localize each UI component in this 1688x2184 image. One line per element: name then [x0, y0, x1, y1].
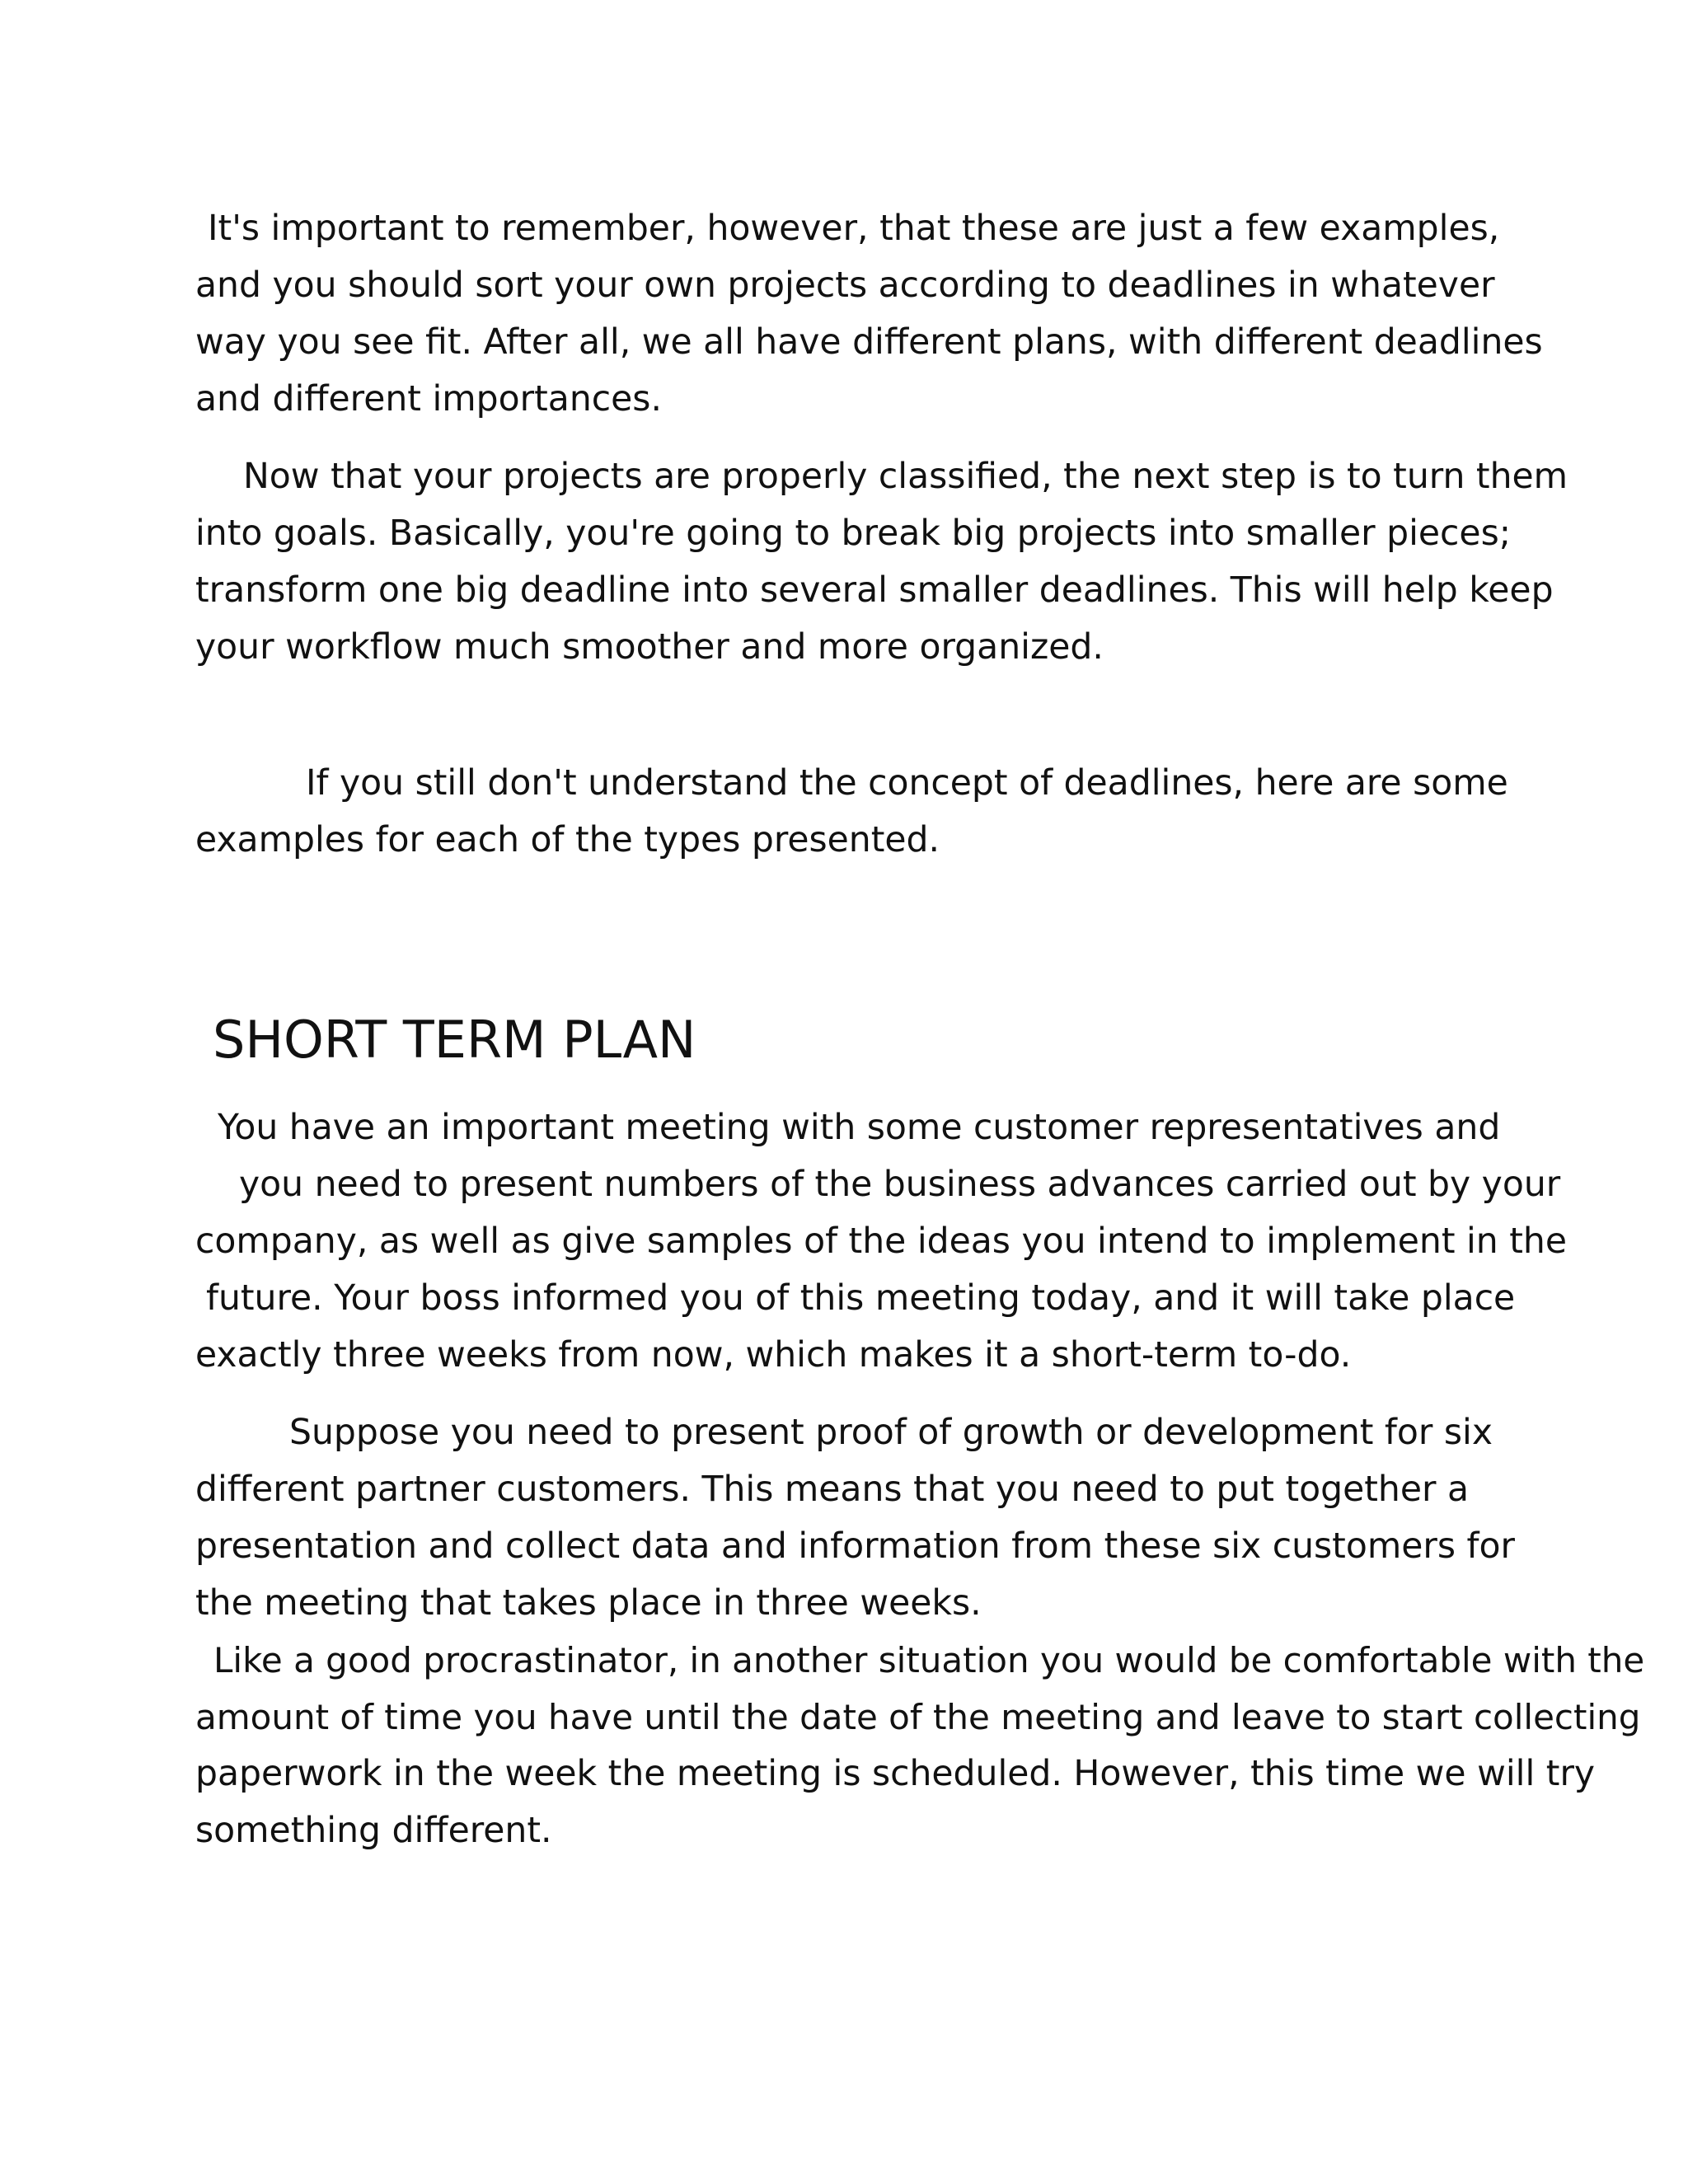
- text-line: something different.: [195, 1811, 552, 1851]
- section-heading: SHORT TERM PLAN: [213, 1010, 696, 1070]
- text-line: It's important to remember, however, that these are just a few examples,: [208, 209, 1500, 249]
- text-line: your workflow much smoother and more organized.: [195, 627, 1104, 668]
- text-line: into goals. Basically, you're going to break big projects into smaller pieces;: [195, 513, 1512, 554]
- text-line: future. Your boss informed you of this meeting today, and it will take place: [206, 1278, 1516, 1319]
- text-line: way you see fit. After all, we all have different plans, with different deadlines: [195, 322, 1543, 363]
- text-line: and you should sort your own projects according to deadlines in whatever: [195, 265, 1495, 306]
- text-line: Suppose you need to present proof of growth or development for six: [289, 1413, 1493, 1453]
- text-line: transform one big deadline into several smaller deadlines. This will help keep: [195, 570, 1554, 611]
- text-line: presentation and collect data and information from these six customers for: [195, 1526, 1515, 1567]
- text-line: and different importances.: [195, 379, 662, 419]
- text-line: company, as well as give samples of the ideas you intend to implement in the: [195, 1221, 1567, 1262]
- text-line: paperwork in the week the meeting is scheduled. However, this time we will try: [195, 1754, 1596, 1794]
- text-line: amount of time you have until the date of the meeting and leave to start collecting: [195, 1697, 1641, 1737]
- text-line: Like a good procrastinator, in another situation you would be comfortable with the: [213, 1640, 1645, 1680]
- text-line: You have an important meeting with some customer representatives and: [218, 1108, 1501, 1148]
- text-line: examples for each of the types presented.: [195, 820, 940, 860]
- text-line: exactly three weeks from now, which makes it a short-term to-do.: [195, 1335, 1352, 1376]
- text-line: If you still don't understand the concept of deadlines, here are some: [306, 763, 1508, 804]
- text-line: you need to present numbers of the business advances carried out by your: [239, 1165, 1561, 1205]
- text-line: different partner customers. This means that you need to put together a: [195, 1469, 1470, 1510]
- text-line: Now that your projects are properly classified, the next step is to turn them: [243, 457, 1568, 497]
- text-line: the meeting that takes place in three weeks.: [195, 1583, 982, 1624]
